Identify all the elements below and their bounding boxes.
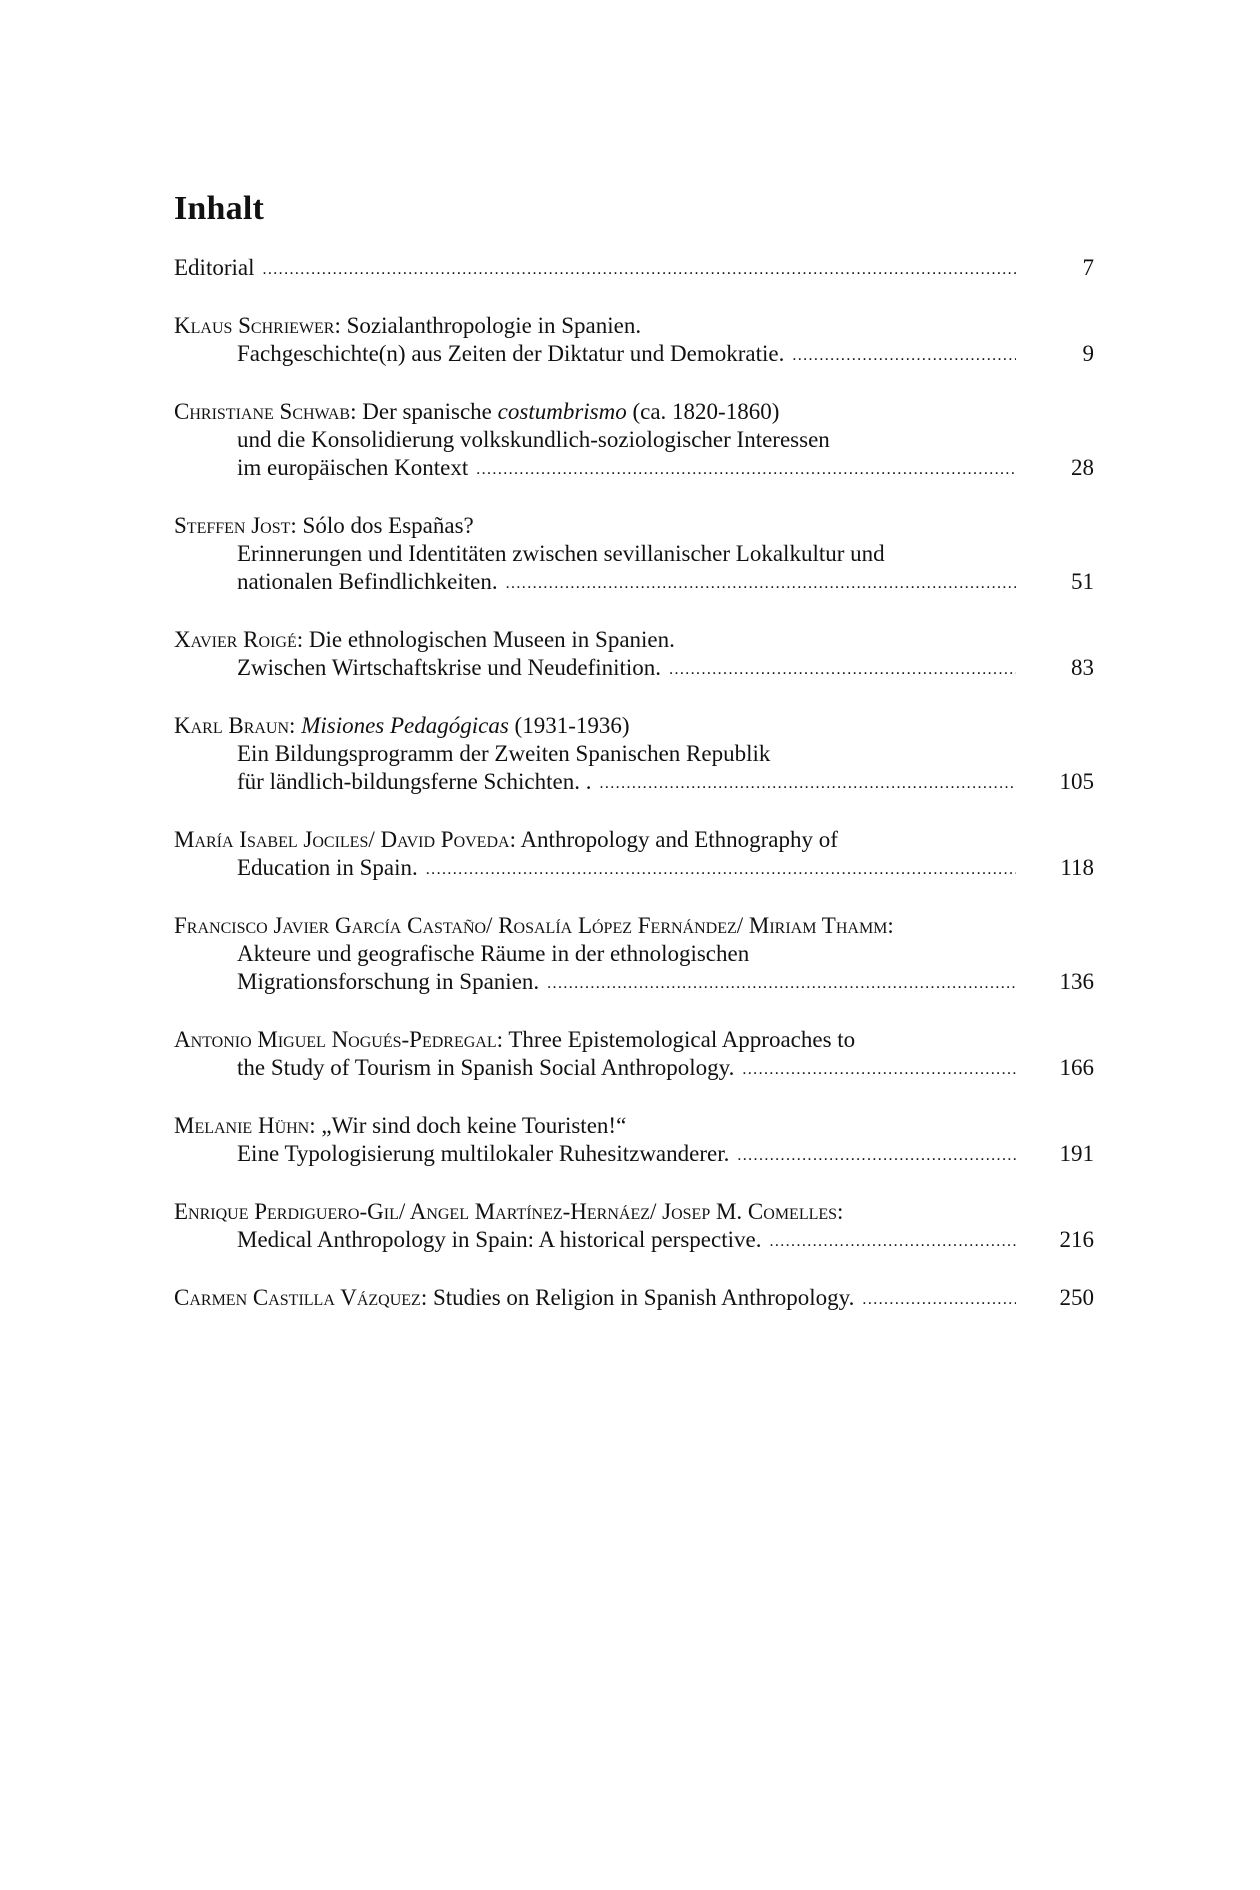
toc-entry-schwab[interactable] (174, 398, 1094, 485)
toc-entry-last-line (174, 854, 1094, 885)
toc-entry-castilla-vazquez[interactable] (174, 1284, 1094, 1315)
entry-subtitle: Fachgeschichte(n) aus Zeiten der Diktatur und Demokratie. (237, 341, 785, 366)
toc-entry-first-line: Enrique Perdiguero-Gil/ Angel Martínez-Hernáez/ Josep M. Comelles: (174, 1199, 844, 1224)
entry-subtitle: und die Konsolidierung volkskundlich-soziologischer Interessen (237, 427, 830, 452)
dot-leader (599, 770, 1016, 798)
entry-subtitle: Migrationsforschung in Spanien. (237, 969, 540, 994)
dot-leader (262, 256, 1016, 284)
entry-author: Christiane Schwab (174, 399, 351, 424)
dot-leader (862, 1286, 1016, 1314)
dot-leader (769, 1228, 1016, 1256)
toc-entry-first-line: Xavier Roigé: Die ethnologischen Museen in Spanien. (174, 627, 675, 652)
toc-entry-first-line: Carmen Castilla Vázquez: Studies on Religion in Spanish Anthropology. (174, 1285, 855, 1310)
page-number: 191 (1059, 1141, 1094, 1166)
entry-title: „Wir sind doch keine Touristen!“ (321, 1113, 627, 1138)
entry-author: Melanie Hühn (174, 1113, 310, 1138)
toc-entry-first-line: Francisco Javier García Castaño/ Rosalía López Fernández/ Miriam Thamm: (174, 913, 894, 938)
toc-entry-perdiguero-gil[interactable] (174, 1198, 1094, 1257)
dot-leader (547, 970, 1016, 998)
page-number: 51 (1071, 569, 1094, 594)
dot-leader (476, 456, 1016, 484)
toc-entry-roige[interactable] (174, 626, 1094, 685)
entry-subtitle: Education in Spain. (237, 855, 418, 880)
entry-title: Sólo dos Españas? (302, 513, 474, 538)
entry-title-suffix: (1931-1936) (508, 713, 630, 738)
entry-subtitle: Erinnerungen und Identitäten zwischen sevillanischer Lokalkultur und (237, 541, 885, 566)
toc-entry-first-line: Steffen Jost: Sólo dos Españas? (174, 513, 474, 538)
page-number: 9 (1082, 341, 1094, 366)
document-page (174, 0, 1094, 1890)
toc-entry-last-line (174, 654, 1094, 685)
toc-entry-first-line: Christiane Schwab: Der spanische costumbrismo (ca. 1820-1860) (174, 399, 780, 424)
toc-entry-last-line (174, 968, 1094, 999)
page-number: 28 (1071, 455, 1094, 480)
entry-title-italic: Misiones Pedagógicas (301, 713, 509, 738)
toc-entry-nogues-pedregal[interactable] (174, 1026, 1094, 1085)
page-number: 136 (1059, 969, 1094, 994)
toc-entry-last-line (174, 768, 1094, 799)
entry-author: Karl Braun (174, 713, 290, 738)
entry-title: Die ethnologischen Museen in Spanien. (308, 627, 675, 652)
table-of-contents (174, 254, 1094, 1342)
page-number: 250 (1059, 1285, 1094, 1310)
toc-entry-jociles-poveda[interactable] (174, 826, 1094, 885)
entry-subtitle: im europäischen Kontext (237, 455, 469, 480)
entry-subtitle: Eine Typologisierung multilokaler Ruhesitzwanderer. (237, 1141, 730, 1166)
toc-entry-last-line (174, 1226, 1094, 1257)
entry-title: Studies on Religion in Spanish Anthropology. (432, 1285, 855, 1310)
entry-title: Medical Anthropology in Spain: A historical perspective. (237, 1227, 762, 1252)
entry-subtitle: nationalen Befindlichkeiten. (237, 569, 498, 594)
toc-entry-garcia-castano[interactable] (174, 912, 1094, 999)
dot-leader (506, 570, 1016, 598)
toc-entry-first-line: Melanie Hühn: „Wir sind doch keine Touristen!“ (174, 1113, 627, 1138)
page-number: 7 (1082, 255, 1094, 280)
toc-entry-editorial[interactable] (174, 254, 1094, 285)
dot-leader (426, 856, 1016, 884)
page-number: 216 (1059, 1227, 1094, 1252)
entry-title: Sozialanthropologie in Spanien. (346, 313, 642, 338)
entry-title: Anthropology and Ethnography of (520, 827, 838, 852)
entry-author: María Isabel Jociles/ David Poveda (174, 827, 510, 852)
dot-leader (742, 1056, 1016, 1084)
entry-author: Steffen Jost (174, 513, 291, 538)
toc-entry-last-line (174, 254, 1094, 285)
entry-author: Francisco Javier García Castaño/ Rosalía López Fernández/ Miriam Thamm (174, 913, 888, 938)
entry-title: Akteure und geografische Räume in der ethnologischen (237, 941, 750, 966)
toc-entry-first-line: Klaus Schriewer: Sozialanthropologie in Spanien. (174, 313, 642, 338)
entry-author: Antonio Miguel Nogués-Pedregal (174, 1027, 497, 1052)
entry-title-suffix: (ca. 1820-1860) (626, 399, 780, 424)
dot-leader (792, 342, 1016, 370)
toc-entry-last-line (174, 340, 1094, 371)
toc-entry-first-line: Antonio Miguel Nogués-Pedregal: Three Epistemological Approaches to (174, 1027, 856, 1052)
toc-entry-last-line (174, 1140, 1094, 1171)
entry-title: Editorial (174, 255, 255, 280)
page-number: 118 (1060, 855, 1094, 880)
entry-subtitle: the Study of Tourism in Spanish Social Anthropology. (237, 1055, 735, 1080)
entry-title-italic: costumbrismo (497, 399, 627, 424)
entry-author: Xavier Roigé (174, 627, 297, 652)
entry-subtitle: Ein Bildungsprogramm der Zweiten Spanischen Republik (237, 741, 771, 766)
toc-entry-last-line (174, 454, 1094, 485)
entry-title: Three Epistemological Approaches to (508, 1027, 856, 1052)
dot-leader (737, 1142, 1016, 1170)
toc-entry-huehn[interactable] (174, 1112, 1094, 1171)
entry-author: Carmen Castilla Vázquez (174, 1285, 421, 1310)
entry-subtitle: für ländlich-bildungsferne Schichten. . (237, 769, 592, 794)
toc-entry-last-line (174, 1284, 1094, 1315)
entry-author: Enrique Perdiguero-Gil/ Angel Martínez-Hernáez/ Josep M. Comelles (174, 1199, 838, 1224)
entry-title: Der spanische (362, 399, 498, 424)
toc-entry-first-line: María Isabel Jociles/ David Poveda: Anthropology and Ethnography of (174, 827, 838, 852)
toc-entry-schriewer[interactable] (174, 312, 1094, 371)
page-number: 166 (1059, 1055, 1094, 1080)
page-number: 105 (1059, 769, 1094, 794)
page-number: 83 (1071, 655, 1094, 680)
toc-entry-last-line (174, 1054, 1094, 1085)
page-title: Inhalt (174, 190, 265, 227)
entry-author: Klaus Schriewer (174, 313, 335, 338)
toc-entry-last-line (174, 568, 1094, 599)
toc-entry-first-line: Karl Braun: Misiones Pedagógicas (1931-1936) (174, 713, 630, 738)
toc-entry-jost[interactable] (174, 512, 1094, 599)
entry-subtitle: Zwischen Wirtschaftskrise und Neudefinition. (237, 655, 662, 680)
toc-entry-braun[interactable] (174, 712, 1094, 799)
dot-leader (669, 656, 1016, 684)
